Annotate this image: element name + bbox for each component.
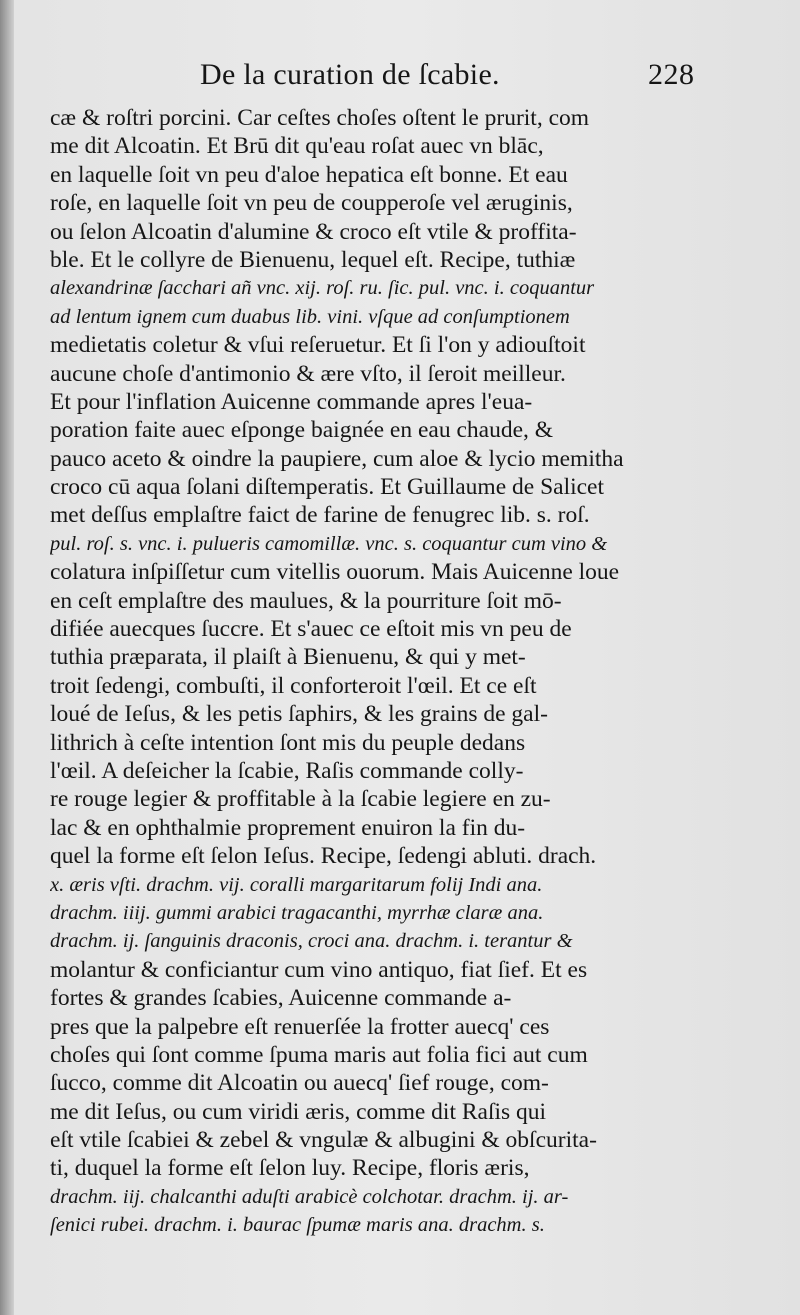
page-number: 228: [648, 58, 695, 91]
text-line: en laquelle ſoit vn peu d'aloe hepatica eſt bonne. Et eau: [50, 161, 568, 188]
text-line: troit ſedengi, combuſti, il conforteroit l'œil. Et ce eſt: [50, 672, 537, 699]
text-line: loué de Ieſus, & les petis ſaphirs, & les grains de gal-: [50, 701, 548, 728]
text-line: me dit Alcoatin. Et Brū dit qu'eau roſat auec vn blāc,: [50, 133, 544, 160]
text-line: ſucco, comme dit Alcoatin ou auecq' ſief rouge, com-: [50, 1070, 549, 1097]
text-line: ad lentum ignem cum duabus lib. vini. vſque ad conſumptionem: [50, 305, 570, 328]
text-line: poration faite auec eſponge baignée en eau chaude, &: [50, 417, 554, 444]
text-line: drachm. iiij. gummi arabici tragacanthi, myrrhæ claræ ana.: [50, 901, 544, 924]
binding-shadow: [0, 0, 14, 1315]
text-line: ſenici rubei. drachm. i. baurac ſpumæ maris ana. drachm. s.: [50, 1214, 545, 1237]
text-line: quel la forme eſt ſelon Ieſus. Recipe, ſedengi abluti. drach.: [50, 843, 597, 870]
text-line: ble. Et le collyre de Bienuenu, lequel eſt. Recipe, tuthiæ: [50, 246, 576, 273]
text-line: ou ſelon Alcoatin d'alumine & croco eſt vtile & proffita-: [50, 218, 577, 245]
text-line: drachm. iij. chalcanthi aduſti arabicè colchotar. drachm. ij. ar-: [50, 1185, 569, 1208]
text-line: colatura inſpiſſetur cum vitellis ouorum. Mais Auicenne loue: [50, 559, 620, 586]
text-line: Et pour l'inflation Auicenne commande apres l'eua-: [50, 388, 533, 415]
text-line: croco cū aqua ſolani diſtemperatis. Et Guillaume de Salicet: [50, 474, 605, 501]
text-line: cæ & roſtri porcini. Car ceſtes choſes oſtent le prurit, com: [50, 105, 590, 131]
text-line: tuthia præparata, il plaiſt à Bienuenu, & qui y met-: [50, 644, 526, 671]
text-line: fortes & grandes ſcabies, Auicenne commande a-: [50, 985, 512, 1012]
text-line: re rouge legier & proffitable à la ſcabie legiere en zu-: [50, 786, 551, 813]
text-line: medietatis coletur & vſui reſeruetur. Et ſi l'on y adiouſtoit: [50, 332, 586, 359]
text-line: ti, duquel la forme eſt ſelon luy. Recipe, floris æris,: [50, 1155, 530, 1182]
text-line: me dit Ieſus, ou cum viridi æris, comme dit Raſis qui: [50, 1098, 547, 1125]
text-line: met deſſus emplaſtre faict de farine de fenugrec lib. s. roſ.: [50, 502, 590, 529]
page-header: [0, 58, 800, 98]
text-body: [50, 104, 775, 1240]
text-line: lithrich à ceſte intention ſont mis du peuple dedans: [50, 729, 526, 756]
text-line: pres que la palpebre eſt renuerſée la frotter auecq' ces: [50, 1013, 550, 1040]
text-line: aucune choſe d'antimonio & ære vſto, il ſeroit meilleur.: [50, 360, 566, 387]
text-line: molantur & conficiantur cum vino antiquo, fiat ſief. Et es: [50, 956, 588, 983]
running-title: De la curation de ſcabie.: [200, 58, 500, 91]
text-line: alexandrinæ ſacchari añ vnc. xij. roſ. ru. ſic. pul. vnc. i. coquantur: [50, 277, 595, 300]
text-line: drachm. ij. ſanguinis draconis, croci ana. drachm. i. terantur &: [50, 930, 573, 953]
text-line: en ceſt emplaſtre des maulues, & la pourriture ſoit mō-: [50, 587, 562, 614]
text-line: lac & en ophthalmie proprement enuiron la fin du-: [50, 814, 526, 841]
text-line: roſe, en laquelle ſoit vn peu de coupperoſe vel æruginis,: [50, 190, 573, 217]
text-line: pul. roſ. s. vnc. i. pulueris camomillæ. vnc. s. coquantur cum vino &: [50, 532, 608, 555]
text-line: l'œil. A deſeicher la ſcabie, Raſis commande colly-: [50, 757, 524, 784]
text-line: x. æris vſti. drachm. vij. coralli margaritarum folij Indi ana.: [50, 873, 543, 896]
text-line: difiée auecques ſuccre. Et s'auec ce eſtoit mis vn peu de: [50, 616, 572, 643]
text-line: pauco aceto & oindre la paupiere, cum aloe & lycio memitha: [50, 445, 624, 472]
text-line: choſes qui ſont comme ſpuma maris aut folia fici aut cum: [50, 1041, 588, 1068]
text-line: eſt vtile ſcabiei & zebel & vngulæ & albugini & obſcurita-: [50, 1127, 597, 1154]
